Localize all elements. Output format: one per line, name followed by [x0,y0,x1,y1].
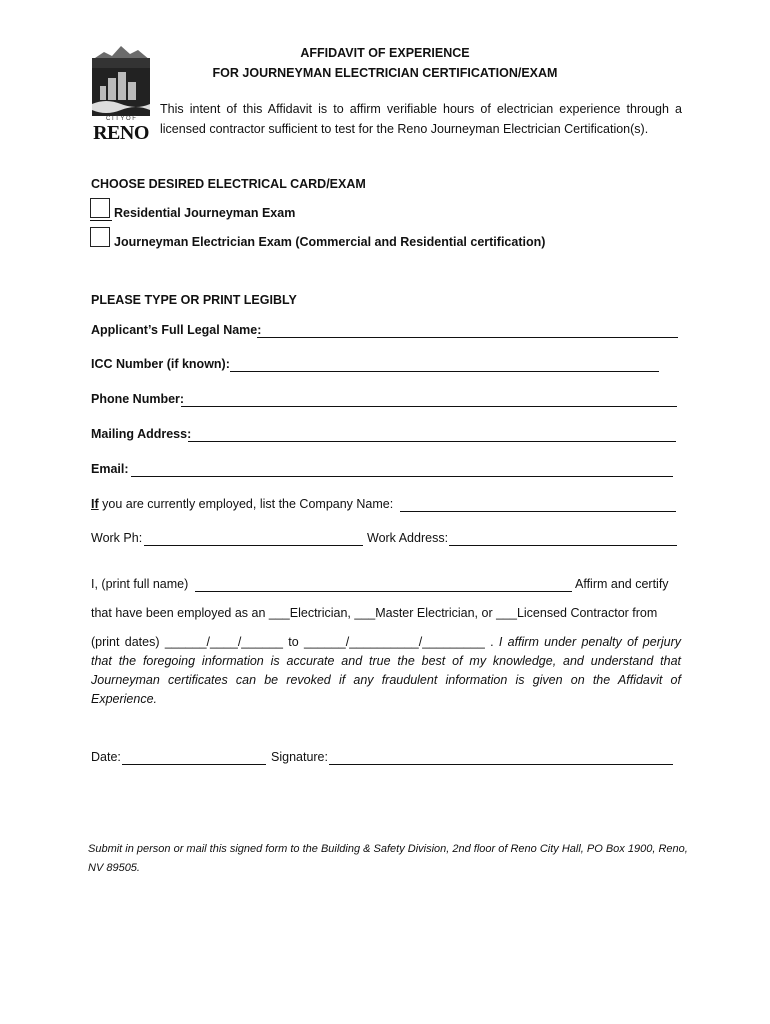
print-dates-line: (print dates) ______/____/______ to ______/__________/_________ . [91,635,499,649]
residential-checkbox[interactable] [90,198,110,218]
logo-name: RENO [93,122,149,144]
signature-field[interactable] [329,764,673,765]
icc-number-field[interactable] [230,371,659,372]
residential-option-label: Residential Journeyman Exam [114,206,296,220]
page-title-line1: AFFIDAVIT OF EXPERIENCE [300,46,470,60]
company-name-label [91,497,393,511]
icc-number-label: ICC Number (if known): [91,357,230,371]
employment-types-line: that have been employed as an ___Electrician, ___Master Electrician, or ___Licensed Contractor from [91,606,658,620]
journeyman-checkbox[interactable] [90,227,110,247]
phone-number-label: Phone Number: [91,392,185,406]
signature-label: Signature: [271,750,328,764]
company-label-rest: you are currently employed, list the Company Name: [98,497,394,511]
print-name-field[interactable] [195,591,572,592]
page-title-line2: FOR JOURNEYMAN ELECTRICIAN CERTIFICATION/EXAM [212,66,558,80]
work-address-field[interactable] [449,545,677,546]
date-field[interactable] [122,764,266,765]
submission-instructions: Submit in person or mail this signed form to the Building & Safety Division, 2nd floor of Reno City Hall, PO Box 1900, Reno, NV 89505. [88,843,688,874]
journeyman-option-label: Journeyman Electrician Exam (Commercial and Residential certification) [114,235,546,249]
print-name-label: I, (print full name) [91,577,189,591]
work-phone-label: Work Ph: [91,531,143,545]
logo-city-of: C I T Y O F [106,116,136,122]
perjury-statement: I affirm under penalty of perjury that the foregoing information is accurate and true the best of my knowledge, and understand that Journeyman certificates can be revoked if any fraudulent information is given on the Affidavit of Experience. [91,635,682,706]
affirmation-paragraph [91,633,681,709]
mailing-address-label: Mailing Address: [91,427,192,441]
applicant-name-field[interactable] [257,337,678,338]
email-field[interactable] [131,476,673,477]
applicant-name-label: Applicant’s Full Legal Name: [91,323,262,337]
date-label: Date: [91,750,121,764]
residential-underline [90,220,112,221]
affirm-certify-label: Affirm and certify [575,577,669,591]
company-if-word: If [91,497,99,511]
work-phone-field[interactable] [144,545,363,546]
email-label: Email: [91,462,129,476]
choose-heading: CHOOSE DESIRED ELECTRICAL CARD/EXAM [91,177,366,191]
work-address-label: Work Address: [367,531,449,545]
intent-paragraph: This intent of this Affidavit is to affirm verifiable hours of electrician experience through a licensed contractor sufficient to test for the Reno Journeyman Electrician Certification(s). [160,102,682,136]
mailing-address-field[interactable] [188,441,676,442]
company-name-field[interactable] [400,511,676,512]
phone-number-field[interactable] [181,406,677,407]
print-legibly-heading: PLEASE TYPE OR PRINT LEGIBLY [91,293,297,307]
